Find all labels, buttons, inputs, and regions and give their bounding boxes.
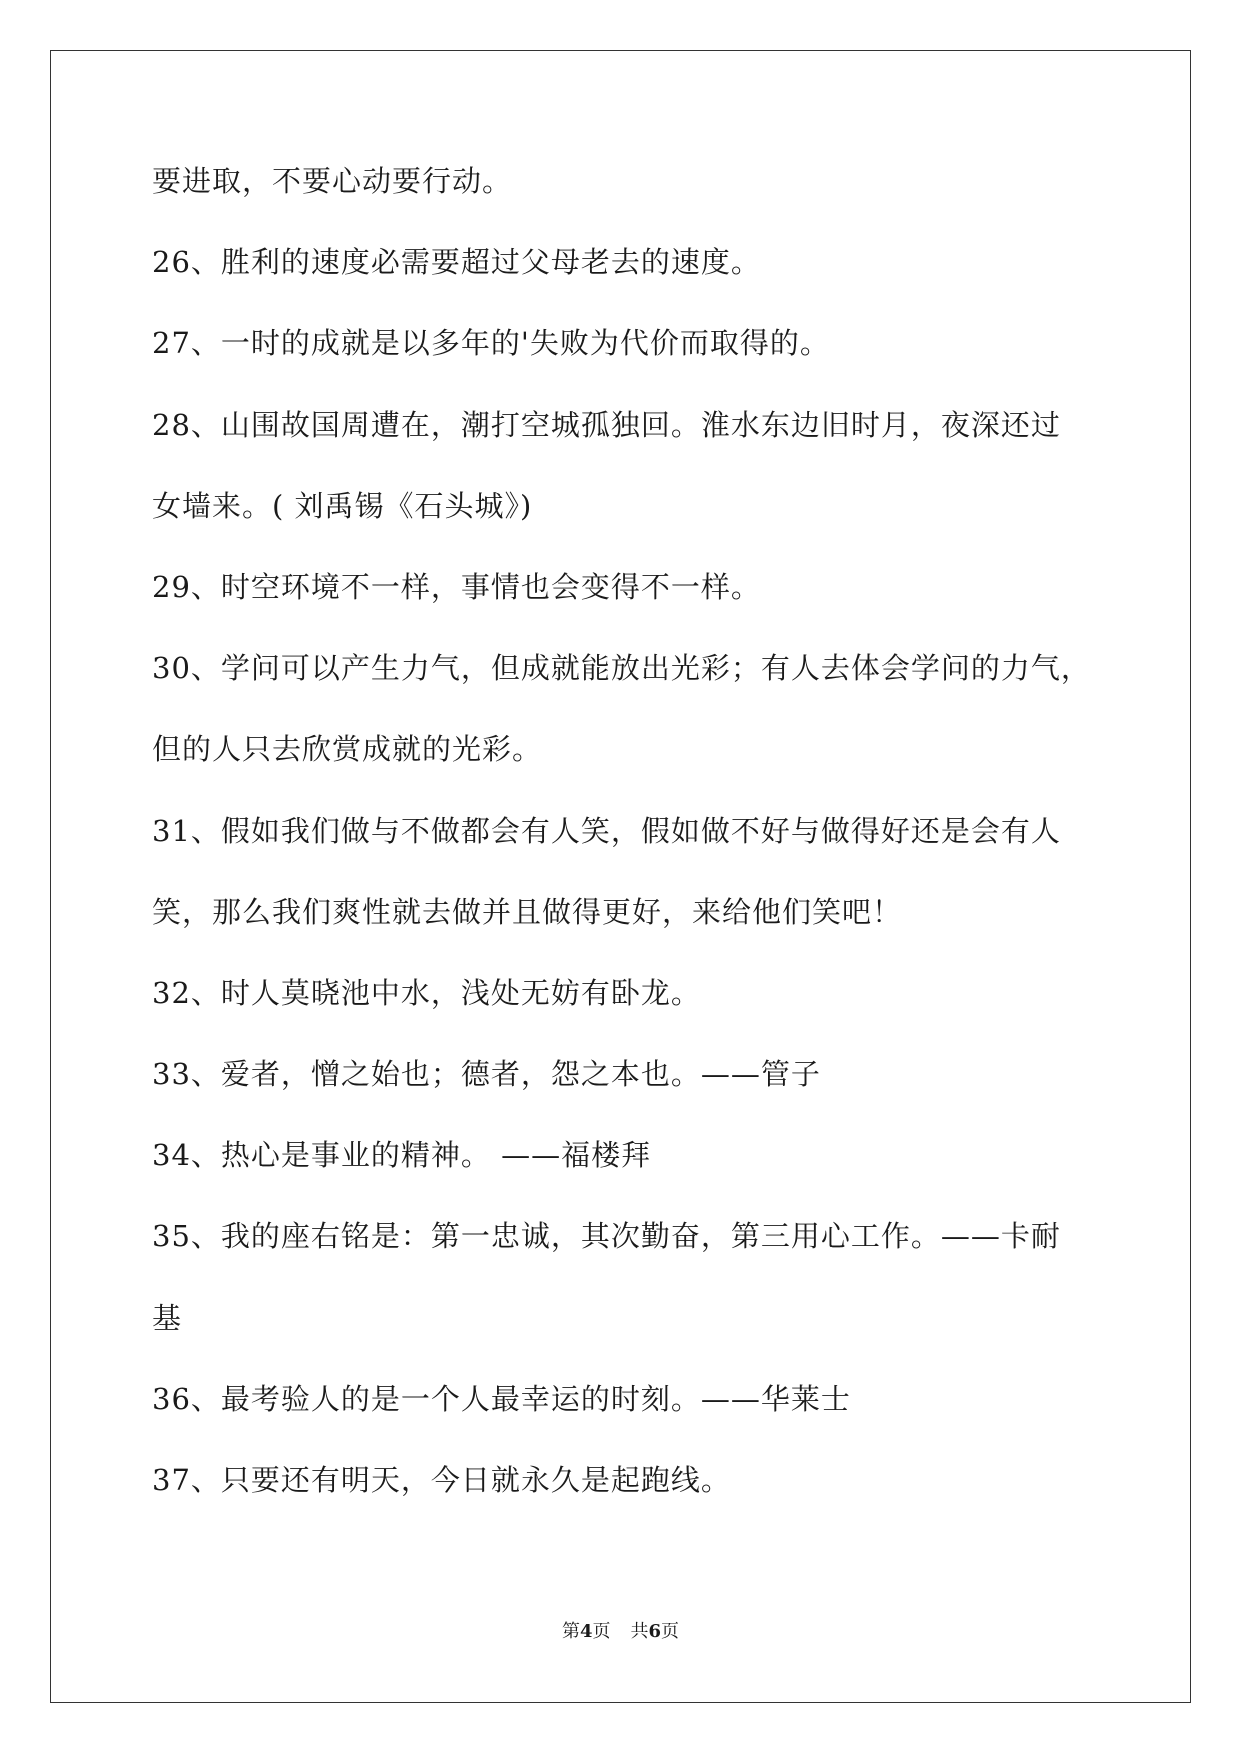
text-line: 31、假如我们做与不做都会有人笑，假如做不好与做得好还是会有人 — [152, 813, 1061, 848]
current-page-number: 4 — [579, 1621, 593, 1642]
text-line: 35、我的座右铭是：第一忠诚，其次勤奋，第三用心工作。——卡耐 — [152, 1219, 1061, 1254]
text-line: 但的人只去欣赏成就的光彩。 — [152, 732, 543, 767]
text-line: 36、最考验人的是一个人最幸运的时刻。——华莱士 — [152, 1381, 851, 1416]
footer-page-suffix: 页 — [592, 1621, 611, 1642]
footer-prefix: 第 — [561, 1621, 580, 1642]
footer-total-prefix: 共 — [630, 1621, 649, 1642]
text-line: 29、时空环境不一样，事情也会变得不一样。 — [152, 569, 761, 604]
document-body — [152, 163, 1112, 1543]
text-line: 笑，那么我们爽性就去做并且做得更好，来给他们笑吧！ — [152, 894, 903, 929]
total-pages-number: 6 — [648, 1621, 662, 1642]
text-line: 基 — [152, 1300, 183, 1335]
text-line: 33、爱者，憎之始也；德者，怨之本也。——管子 — [152, 1057, 821, 1092]
text-line: 28、山围故国周遭在，潮打空城孤独回。淮水东边旧时月，夜深还过 — [152, 407, 1061, 442]
page-footer — [0, 1620, 1241, 1644]
text-line: 要进取，不要心动要行动。 — [152, 164, 513, 198]
text-line: 女墙来。( 刘禹锡《石头城》) — [152, 488, 533, 523]
text-line: 26、胜利的速度必需要超过父母老去的速度。 — [152, 245, 761, 280]
text-line: 32、时人莫晓池中水，浅处无妨有卧龙。 — [152, 975, 701, 1010]
text-line: 27、一时的成就是以多年的'失败为代价而取得的。 — [152, 326, 830, 361]
text-line: 30、学问可以产生力气，但成就能放出光彩；有人去体会学问的力气， — [152, 651, 1091, 686]
text-line: 37、只要还有明天，今日就永久是起跑线。 — [152, 1463, 731, 1497]
footer-total-suffix: 页 — [661, 1621, 680, 1642]
text-line: 34、热心是事业的精神。 ——福楼拜 — [152, 1138, 652, 1173]
